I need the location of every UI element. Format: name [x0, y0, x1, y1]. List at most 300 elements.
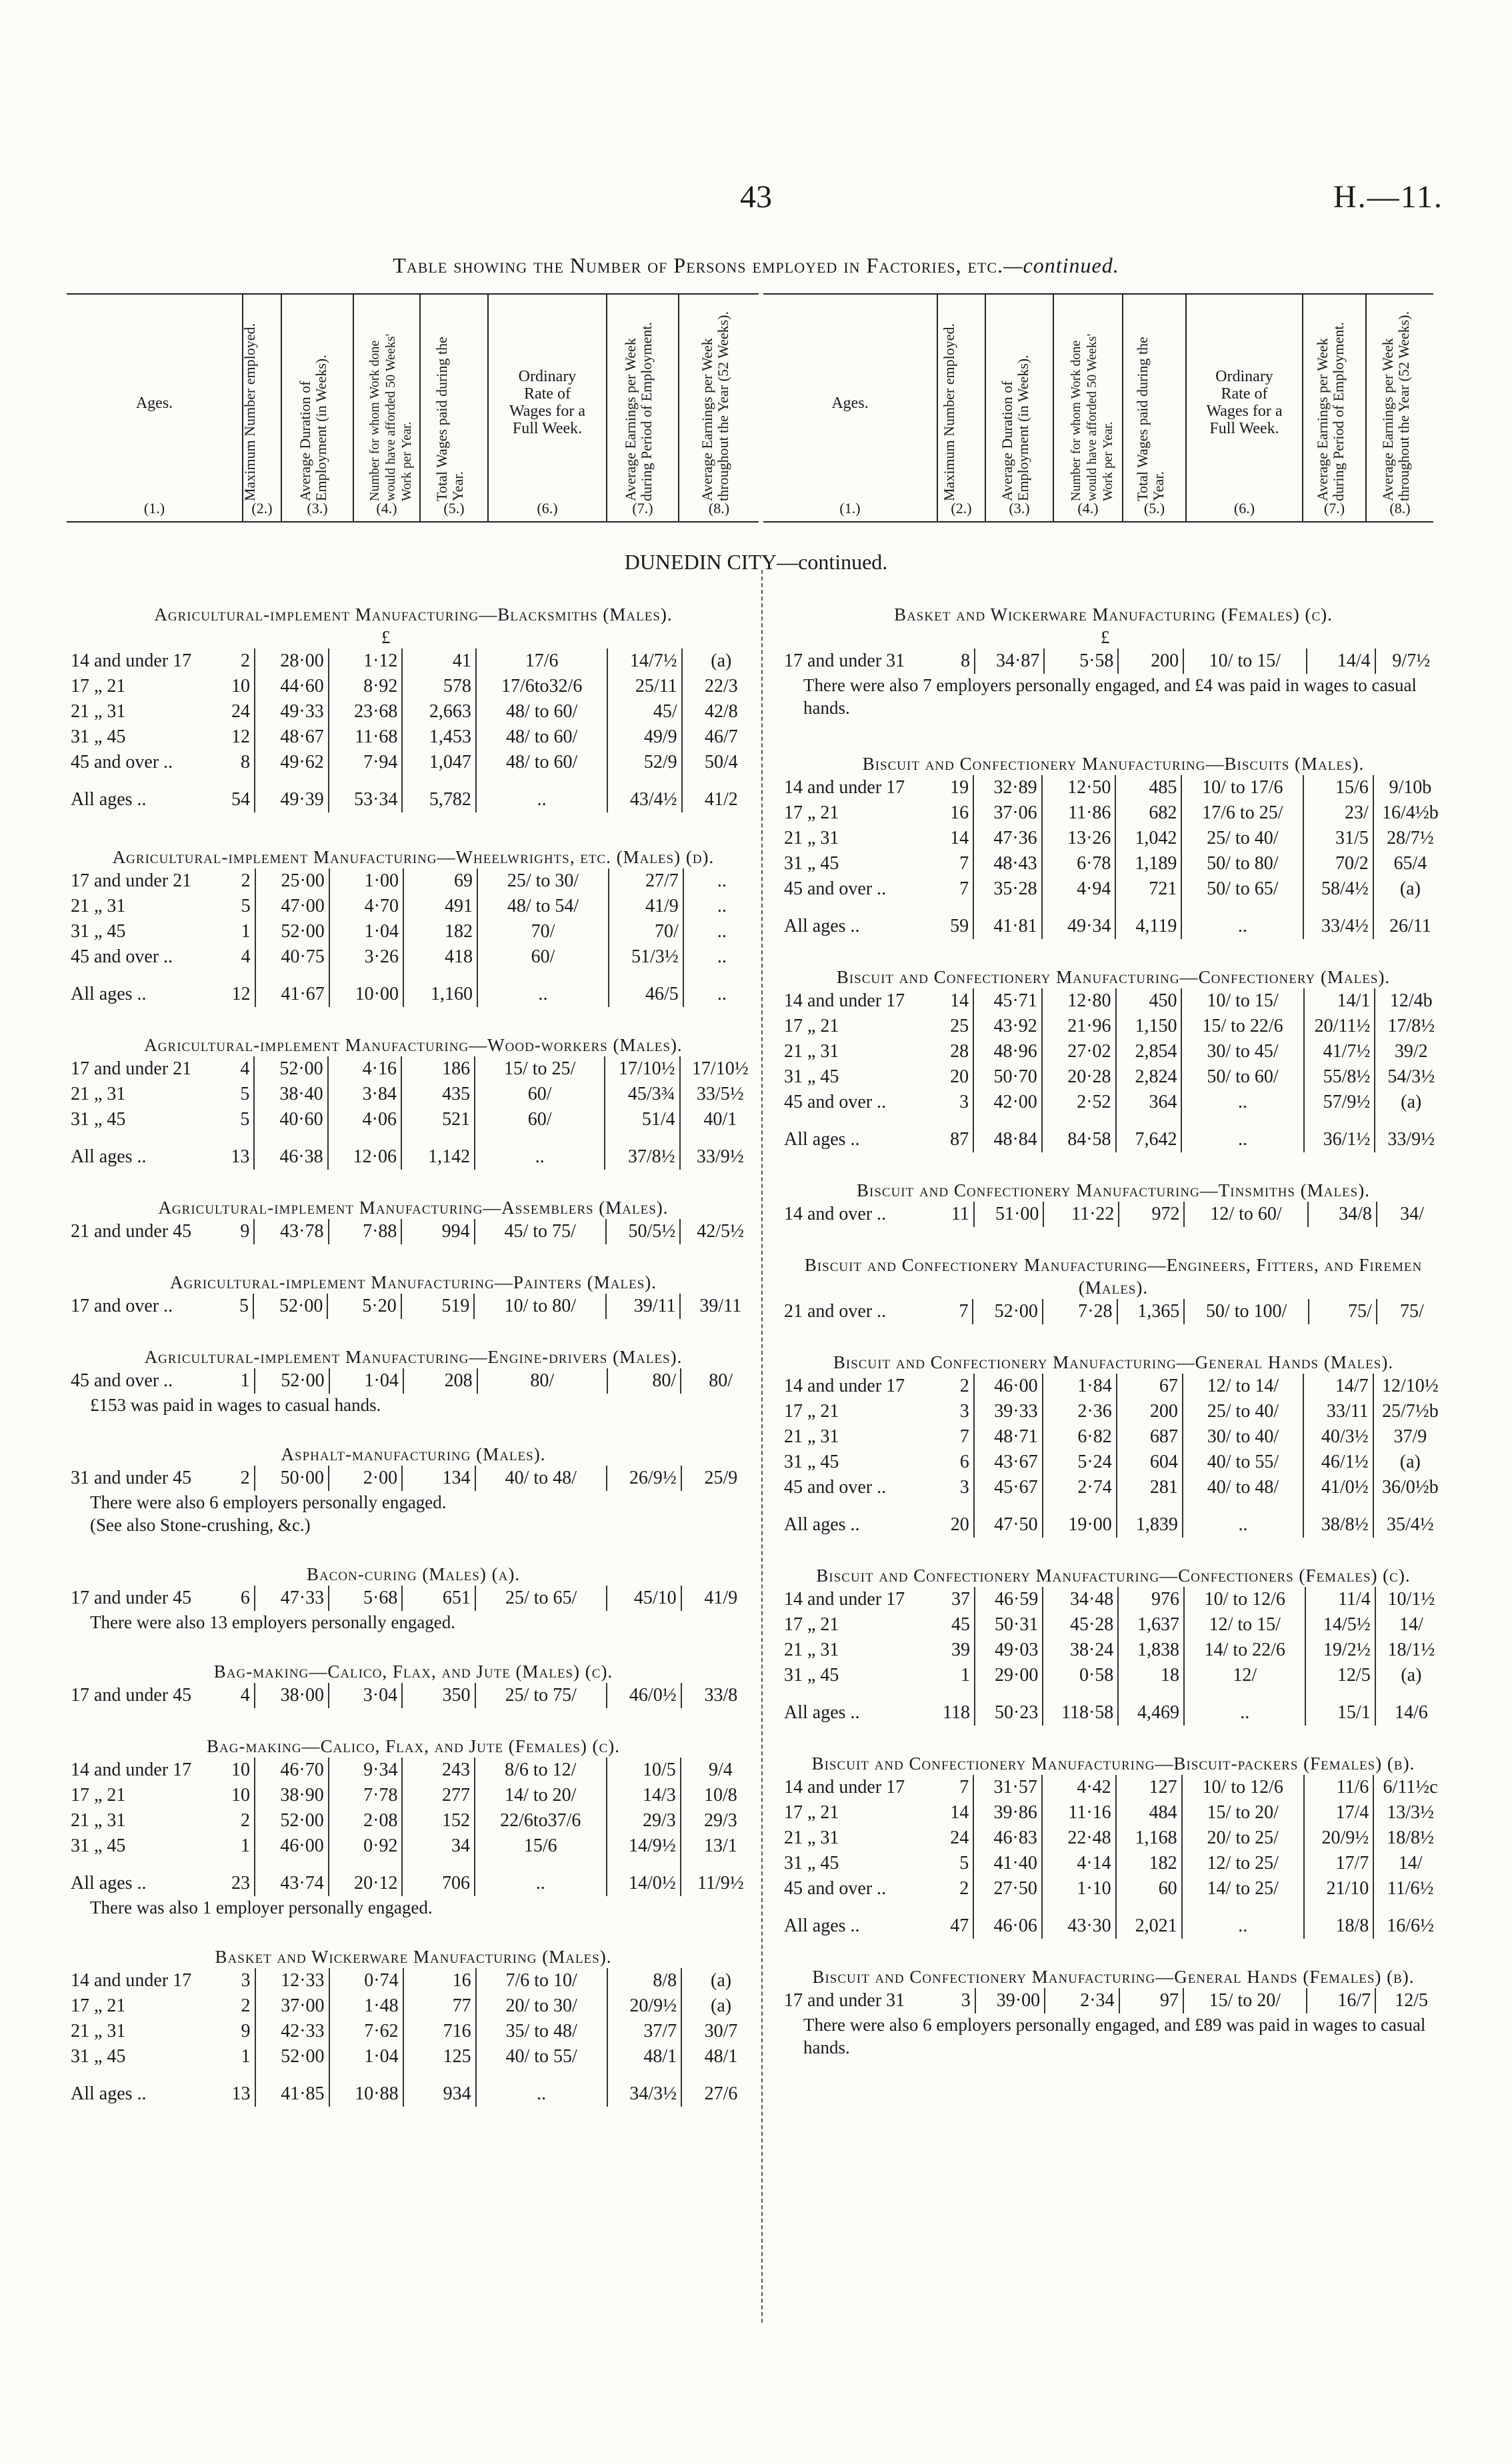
r8-cell: 14/ — [1398, 1853, 1423, 1873]
s11-cell: 34/3½ — [607, 2069, 682, 2107]
r8-row — [780, 1851, 1447, 1876]
r7-cell: 50·23 — [975, 1688, 1043, 1726]
r2-cell: 4·94 — [1042, 876, 1116, 902]
s2-row — [67, 944, 760, 970]
header-col4 — [354, 295, 421, 521]
r7-cell: 118·58 — [1043, 1688, 1118, 1726]
r2-row — [780, 902, 1447, 939]
s1-cell: 41 — [402, 648, 476, 674]
s3-cell: 17/10½ — [605, 1056, 679, 1082]
s2-cell: 10·00 — [329, 970, 403, 1007]
r7-cell: 14 and under 17 — [784, 1589, 905, 1610]
s10-cell: 11/9½ — [697, 1873, 744, 1893]
s2-cell: 46/5 — [609, 970, 683, 1007]
s11-cell: 7/6 to 10/ — [476, 1968, 607, 1993]
r5-cell: 1,365 — [1117, 1299, 1185, 1324]
r4-cell: 11 — [935, 1202, 974, 1227]
r3-table — [780, 988, 1447, 1152]
header-col3-label-r: Average Duration of Employment (in Weeks). — [999, 355, 1031, 501]
r6-cell: 30/ to 40/ — [1183, 1424, 1303, 1450]
header-col5-r — [1123, 295, 1187, 521]
r7-cell: 1 — [935, 1663, 975, 1688]
r7-cell: 14/5½ — [1305, 1612, 1375, 1638]
r9-cell: 15/ to 20/ — [1183, 1988, 1307, 2013]
header-num-7: (7.) — [632, 500, 653, 517]
r7-cell: 18/1½ — [1387, 1640, 1435, 1660]
r3-cell: 27·02 — [1042, 1039, 1116, 1064]
s8-title: Bacon-curing (Males) (a). — [306, 1564, 521, 1584]
s11-cell: 17 „ 21 — [71, 1995, 126, 2016]
s11-cell: .. — [476, 2069, 607, 2107]
s3-row — [67, 1107, 760, 1132]
s1-cell: 43/4½ — [607, 775, 681, 812]
header-num-6: (6.) — [537, 500, 558, 517]
s6-cell: 1·04 — [329, 1368, 403, 1394]
s1-cell: 49/9 — [607, 724, 681, 750]
r4-cell: 11·22 — [1043, 1202, 1119, 1227]
s11-cell: 1·04 — [329, 2044, 403, 2069]
r2-cell: 70/2 — [1303, 851, 1373, 876]
r8-cell: 22·48 — [1042, 1826, 1116, 1851]
r1-cell: 8 — [937, 648, 975, 674]
s10-cell: 34 — [402, 1834, 475, 1859]
s11-row — [67, 1968, 760, 1993]
section-r4 — [780, 1179, 1447, 1227]
r6-table — [780, 1374, 1447, 1538]
s9-row — [67, 1683, 760, 1708]
s10-cell: 29/3 — [607, 1808, 681, 1834]
header-col2-label: Maximum Number employed. — [241, 323, 258, 501]
r4-cell: 34/8 — [1308, 1202, 1377, 1227]
r2-cell: 19 — [935, 775, 973, 800]
r8-cell: 182 — [1116, 1851, 1182, 1876]
r6-cell: 40/ to 48/ — [1183, 1475, 1303, 1500]
s3-cell: 4 — [214, 1056, 255, 1082]
r8-cell: 5 — [935, 1851, 973, 1876]
s8-cell: 47·33 — [255, 1586, 329, 1611]
r3-cell: 41/7½ — [1304, 1039, 1375, 1064]
r6-cell: 45·67 — [974, 1475, 1043, 1500]
r5-cell: 7 — [935, 1299, 973, 1324]
r2-cell: 25/ to 40/ — [1181, 826, 1303, 851]
s3-cell: All ages .. — [71, 1146, 147, 1167]
s11-cell: 41·85 — [255, 2069, 329, 2107]
s3-cell: 521 — [401, 1107, 475, 1132]
s2-cell: 25/ to 30/ — [477, 868, 609, 894]
r6-cell: 6·82 — [1043, 1424, 1117, 1450]
section-r3 — [780, 966, 1447, 1152]
header-col7-label: Average Earnings per Week during Period of Employment. — [622, 322, 655, 501]
r1-cell: 5·58 — [1044, 648, 1118, 674]
header-col5-label: Total Wages paid during the Year. — [433, 337, 466, 501]
s11-cell: 8/8 — [607, 1968, 682, 1993]
s2-cell: 41/9 — [609, 894, 683, 919]
s10-cell: 1 — [214, 1834, 255, 1859]
r1-cell: 14/4 — [1307, 648, 1375, 674]
s2-cell: 182 — [403, 919, 477, 944]
r2-cell: 9/10b — [1389, 777, 1432, 798]
s2-cell: 27/7 — [609, 868, 683, 894]
r3-row — [780, 1014, 1447, 1039]
s3-cell: .. — [475, 1132, 605, 1170]
r8-cell: All ages .. — [784, 1915, 860, 1936]
r5-cell: 7·28 — [1043, 1299, 1117, 1324]
r8-cell: 7 — [935, 1775, 973, 1800]
r2-cell: 32·89 — [973, 775, 1042, 800]
s2-cell: .. — [717, 921, 727, 942]
r7-row — [780, 1612, 1447, 1638]
r8-cell: 12/ to 25/ — [1182, 1851, 1304, 1876]
r8-row — [780, 1775, 1447, 1800]
r5-cell: 21 and over .. — [784, 1301, 887, 1322]
column-divider — [761, 570, 763, 2323]
s3-cell: 435 — [401, 1082, 475, 1107]
r8-cell: 6/11½c — [1383, 1777, 1438, 1798]
r6-cell: 47·50 — [974, 1500, 1043, 1538]
r3-cell: 55/8½ — [1304, 1064, 1375, 1090]
r6-cell: 21 „ 31 — [784, 1426, 839, 1447]
s1-cell: 578 — [402, 674, 476, 699]
header-col6-label-r: Ordinary Rate of Wages for a Full Week. — [1206, 368, 1283, 437]
s5-cell: 5·20 — [327, 1294, 401, 1319]
s7-cell: 25/9 — [704, 1468, 738, 1488]
s2-cell: 17 and under 21 — [71, 870, 192, 891]
r8-cell: 14 and under 17 — [784, 1777, 905, 1798]
r3-cell: 50·70 — [973, 1064, 1042, 1090]
r6-cell: 67 — [1117, 1374, 1183, 1399]
r2-cell: 45 and over .. — [784, 878, 887, 899]
title-main: Table showing the Number of Persons employed in Factories, etc. — [393, 253, 1004, 277]
r2-cell: 33/4½ — [1303, 902, 1373, 939]
r7-cell: 37 — [935, 1587, 975, 1612]
header-col6-label: Ordinary Rate of Wages for a Full Week. — [509, 368, 585, 437]
s11-cell: 9 — [214, 2019, 255, 2044]
r8-cell: 17/7 — [1304, 1851, 1374, 1876]
s1-cell: 17/6to32/6 — [476, 674, 608, 699]
r9-cell: 97 — [1119, 1988, 1183, 2013]
r6-cell: 7 — [935, 1424, 973, 1450]
r2-cell: 16 — [935, 800, 973, 826]
s2-cell: 47·00 — [255, 894, 329, 919]
s7-cell: 40/ to 48/ — [475, 1466, 607, 1491]
s2-cell: 491 — [403, 894, 477, 919]
header-col8-label: Average Earnings per Week throughout the Year (52 Weeks). — [698, 311, 731, 501]
s1-cell: 2,663 — [402, 699, 476, 724]
r3-cell: 2,824 — [1116, 1064, 1182, 1090]
r1-pound-sign: £ — [1101, 627, 1110, 647]
s2-cell: .. — [717, 896, 727, 916]
s1-cell: 17/6 — [476, 648, 608, 674]
r7-cell: 1,637 — [1118, 1612, 1184, 1638]
r7-cell: 10/ to 12/6 — [1184, 1587, 1305, 1612]
header-num-4-r: (4.) — [1077, 500, 1099, 517]
r7-cell: (a) — [1401, 1665, 1422, 1686]
s1-cell: 23·68 — [329, 699, 403, 724]
s11-cell: 35/ to 48/ — [476, 2019, 607, 2044]
section-s9 — [67, 1660, 760, 1708]
s3-row — [67, 1056, 760, 1082]
r4-cell: 34/ — [1400, 1204, 1424, 1224]
r8-cell: 1·10 — [1042, 1876, 1116, 1901]
r8-cell: 2,021 — [1116, 1901, 1182, 1939]
r2-row — [780, 876, 1447, 902]
s11-cell: 934 — [403, 2069, 476, 2107]
s2-cell: 60/ — [477, 944, 609, 970]
r8-cell: 46·06 — [973, 1901, 1042, 1939]
r3-cell: 7,642 — [1116, 1115, 1182, 1152]
r7-cell: 12/5 — [1305, 1663, 1375, 1688]
s3-table — [67, 1056, 760, 1170]
s1-cell: 48/ to 60/ — [476, 750, 608, 775]
s3-cell: 60/ — [475, 1082, 605, 1107]
header-num-5-r: (5.) — [1143, 500, 1165, 517]
s3-cell: 37/8½ — [605, 1132, 679, 1170]
section-r6 — [780, 1351, 1447, 1538]
r8-cell: 16/6½ — [1387, 1915, 1435, 1936]
r6-cell: 200 — [1117, 1399, 1183, 1424]
s1-cell: 1·12 — [329, 648, 403, 674]
r8-cell: 39·86 — [973, 1800, 1042, 1826]
r4-cell: 51·00 — [974, 1202, 1043, 1227]
r8-cell: 24 — [935, 1826, 973, 1851]
s1-cell: (a) — [711, 650, 732, 671]
s1-cell: 1,453 — [402, 724, 476, 750]
r6-cell: 36/0½b — [1381, 1477, 1439, 1498]
s11-cell: 2 — [214, 1993, 255, 2019]
r8-cell: 45 and over .. — [784, 1878, 887, 1899]
s1-cell: 28·00 — [255, 648, 329, 674]
s8-note: There were also 13 employers personally engaged. — [90, 1612, 456, 1632]
r6-cell: 604 — [1117, 1450, 1183, 1475]
r8-cell: .. — [1182, 1901, 1304, 1939]
r6-cell: 12/ to 14/ — [1183, 1374, 1303, 1399]
s3-cell: 38·40 — [254, 1082, 327, 1107]
s11-cell: 1·48 — [329, 1993, 403, 2019]
s2-table — [67, 868, 760, 1007]
r7-cell: 15/1 — [1305, 1688, 1375, 1726]
r9-cell: 17 and under 31 — [784, 1990, 905, 2011]
s3-cell: 46·38 — [254, 1132, 327, 1170]
r7-cell: 18 — [1118, 1663, 1184, 1688]
r8-title: Biscuit and Confectionery Manufacturing—Biscuit-packers (Females) (b). — [811, 1754, 1415, 1774]
s7-cell: 50·00 — [255, 1466, 329, 1491]
header-num-3: (3.) — [307, 500, 328, 517]
header-col3-label: Average Duration of Employment (in Weeks). — [297, 355, 329, 501]
s2-row — [67, 894, 760, 919]
s2-cell: 25·00 — [255, 868, 329, 894]
r7-cell: 1,838 — [1118, 1638, 1184, 1663]
r8-cell: 18/8½ — [1387, 1828, 1435, 1848]
header-num-1: (1.) — [143, 500, 165, 517]
s1-cell: 48/ to 60/ — [476, 724, 608, 750]
s2-cell: 69 — [403, 868, 477, 894]
header-num-8-r: (8.) — [1389, 500, 1411, 517]
r6-cell: 38/8½ — [1303, 1500, 1373, 1538]
r6-cell: 39·33 — [974, 1399, 1043, 1424]
r6-row — [780, 1450, 1447, 1475]
section-s10 — [67, 1735, 760, 1919]
r2-cell: 49·34 — [1042, 902, 1116, 939]
page-number: 43 — [740, 179, 772, 215]
s1-row — [67, 724, 760, 750]
r9-note: There were also 6 employers personally engaged, and £89 was paid in wages to casual hands. — [803, 2015, 1426, 2057]
s8-table — [67, 1586, 760, 1611]
s4-cell: 42/5½ — [697, 1221, 744, 1242]
s10-row — [67, 1859, 760, 1896]
s10-cell: 2 — [214, 1808, 255, 1834]
header-col7-r — [1303, 295, 1367, 521]
s1-cell: 8 — [214, 750, 255, 775]
s11-cell: 42·33 — [255, 2019, 329, 2044]
s2-cell: 4·70 — [329, 894, 403, 919]
s1-row — [67, 648, 760, 674]
header-ages-label: Ages. — [135, 395, 173, 412]
s8-cell: 25/ to 65/ — [475, 1586, 607, 1611]
r3-cell: 45 and over .. — [784, 1092, 887, 1112]
r5-cell: 75/ — [1309, 1299, 1377, 1324]
s2-cell: 1·00 — [329, 868, 403, 894]
s4-cell: 994 — [401, 1219, 474, 1244]
r2-cell: 31/5 — [1303, 826, 1373, 851]
r2-cell: 14 — [935, 826, 973, 851]
s2-cell: 1 — [214, 919, 255, 944]
s8-row — [67, 1586, 760, 1611]
header-num-2: (2.) — [251, 500, 273, 517]
s3-cell: 33/5½ — [696, 1084, 744, 1104]
s11-cell: 37/7 — [607, 2019, 682, 2044]
r2-cell: 7 — [935, 851, 973, 876]
r7-title: Biscuit and Confectionery Manufacturing—Confectioners (Females) (c). — [816, 1566, 1411, 1586]
r6-cell: 14/7 — [1303, 1374, 1373, 1399]
city-heading: DUNEDIN CITY—continued. — [624, 550, 888, 574]
s2-row — [67, 919, 760, 944]
r2-cell: 10/ to 17/6 — [1181, 775, 1303, 800]
s10-cell: 52·00 — [255, 1808, 329, 1834]
r3-cell: (a) — [1401, 1092, 1422, 1112]
r4-row — [780, 1202, 1447, 1227]
r3-row — [780, 1039, 1447, 1064]
s11-cell: 48/1 — [704, 2046, 738, 2067]
r3-cell: .. — [1181, 1115, 1303, 1152]
r3-cell: 17/8½ — [1387, 1016, 1435, 1036]
r2-cell: 59 — [935, 902, 973, 939]
s8-cell: 651 — [402, 1586, 475, 1611]
r6-cell: 48·71 — [974, 1424, 1043, 1450]
s6-title: Agricultural-implement Manufacturing—Engine-drivers (Males). — [144, 1347, 683, 1367]
s3-cell: 45/3¾ — [605, 1082, 679, 1107]
r6-cell: 2·74 — [1043, 1475, 1117, 1500]
r8-cell: 20/ to 25/ — [1182, 1826, 1304, 1851]
header-num-8: (8.) — [708, 500, 730, 517]
r7-cell: 14/ — [1399, 1614, 1423, 1635]
s1-cell: 46/7 — [704, 726, 738, 747]
r3-cell: 20·28 — [1042, 1064, 1116, 1090]
s3-cell: 33/9½ — [696, 1146, 744, 1167]
s1-row — [67, 750, 760, 775]
page-reference: H.—11. — [1333, 179, 1443, 215]
r6-cell: All ages .. — [784, 1514, 860, 1535]
r3-cell: 21 „ 31 — [784, 1041, 839, 1062]
s3-cell: 51/4 — [605, 1107, 679, 1132]
r3-cell: 14 and under 17 — [784, 990, 905, 1011]
s10-cell: 14/9½ — [607, 1834, 681, 1859]
s1-cell: 10 — [214, 674, 255, 699]
s1-cell: 17 „ 21 — [71, 676, 126, 696]
r6-cell: 6 — [935, 1450, 973, 1475]
s10-title: Bag-making—Calico, Flax, and Jute (Females) (c). — [207, 1736, 620, 1756]
s10-cell: 152 — [402, 1808, 475, 1834]
r2-cell: 23/ — [1303, 800, 1373, 826]
s5-table — [67, 1294, 760, 1319]
r6-cell: 43·67 — [974, 1450, 1043, 1475]
s5-cell: 17 and over .. — [71, 1296, 173, 1316]
s5-cell: 52·00 — [253, 1294, 327, 1319]
r2-cell: 7 — [935, 876, 973, 902]
r3-cell: 17 „ 21 — [784, 1016, 839, 1036]
s11-cell: (a) — [711, 1970, 732, 1991]
r3-cell: 36/1½ — [1304, 1115, 1375, 1152]
s3-cell: 31 „ 45 — [71, 1109, 126, 1130]
s7-table — [67, 1466, 760, 1491]
s5-cell: 10/ to 80/ — [474, 1294, 606, 1319]
s6-row — [67, 1368, 760, 1394]
r7-cell: 45 — [935, 1612, 975, 1638]
s2-cell: 3·26 — [329, 944, 403, 970]
s11-cell: 77 — [403, 1993, 476, 2019]
s1-row — [67, 674, 760, 699]
r6-cell: 45 and over .. — [784, 1477, 887, 1498]
s2-cell: 1·04 — [329, 919, 403, 944]
r8-cell: 18/8 — [1304, 1901, 1374, 1939]
s10-cell: 21 „ 31 — [71, 1810, 126, 1831]
s11-cell: 48/1 — [607, 2044, 682, 2069]
r6-cell: 687 — [1117, 1424, 1183, 1450]
s9-cell: 4 — [215, 1683, 255, 1708]
s1-cell: 41/2 — [704, 789, 738, 810]
r2-cell: 41·81 — [973, 902, 1042, 939]
r2-cell: 485 — [1115, 775, 1181, 800]
column-header-left — [67, 293, 759, 523]
r2-table — [780, 775, 1447, 939]
r7-cell: 19/2½ — [1305, 1638, 1375, 1663]
s11-cell: 125 — [403, 2044, 476, 2069]
section-r2 — [780, 752, 1447, 939]
s6-cell: 1 — [214, 1368, 255, 1394]
s1-pound-sign: £ — [381, 627, 391, 647]
r7-cell: 49·03 — [975, 1638, 1043, 1663]
r4-cell: 12/ to 60/ — [1184, 1202, 1307, 1227]
r6-cell: 19·00 — [1043, 1500, 1117, 1538]
header-col6-r — [1187, 295, 1303, 521]
r2-cell: 721 — [1115, 876, 1181, 902]
s6-table — [67, 1368, 760, 1394]
header-col2-label-r: Maximum Number employed. — [941, 323, 957, 501]
r8-row — [780, 1901, 1447, 1939]
r7-cell: 31 „ 45 — [784, 1665, 839, 1686]
header-col8 — [679, 295, 759, 521]
s7-cell: 26/9½ — [607, 1466, 681, 1491]
s11-cell: 14 and under 17 — [71, 1970, 192, 1991]
s3-cell: 12·06 — [328, 1132, 401, 1170]
r6-cell: 40/3½ — [1303, 1424, 1373, 1450]
s7-cell: 2·00 — [329, 1466, 402, 1491]
r6-cell: 37/9 — [1393, 1426, 1427, 1447]
r7-cell: 46·59 — [975, 1587, 1043, 1612]
header-col5-label-r: Total Wages paid during the Year. — [1133, 337, 1167, 501]
section-s3 — [67, 1034, 760, 1170]
r3-cell: 48·84 — [973, 1115, 1042, 1152]
s6-cell: 45 and over .. — [71, 1370, 173, 1391]
